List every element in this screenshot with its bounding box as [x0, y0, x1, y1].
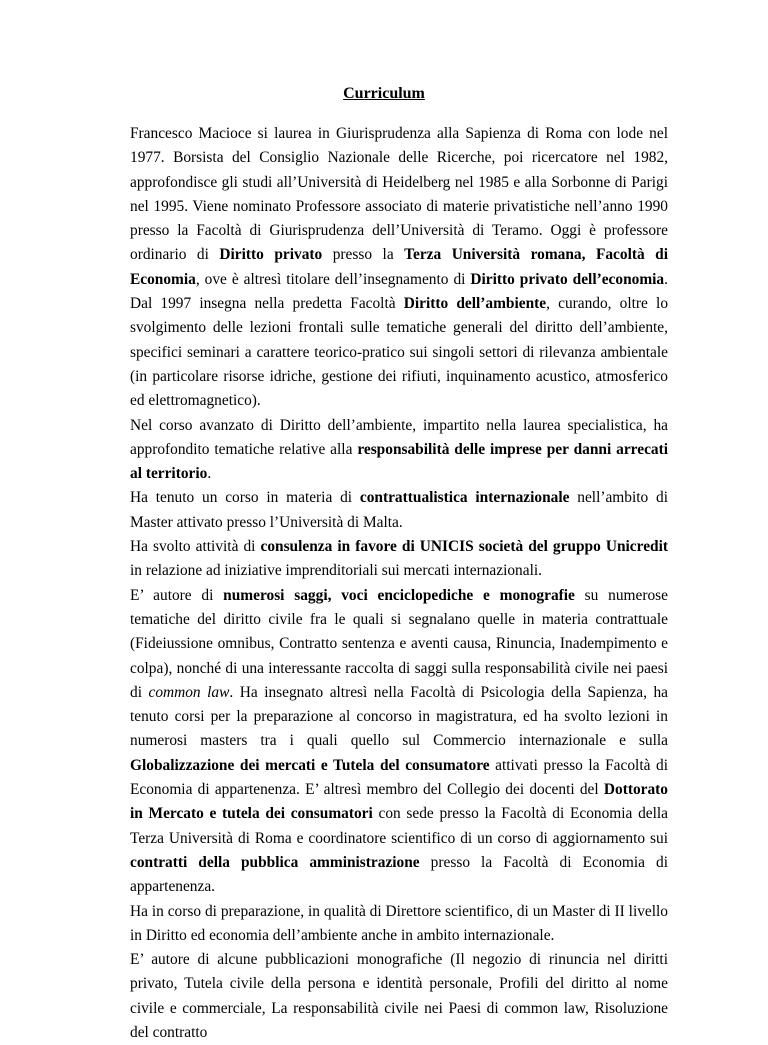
document-body [130, 122, 668, 1045]
text-run: Ha svolto attività di [130, 538, 261, 556]
bold-text: Terza Università romana, Facoltà di Economia [130, 246, 669, 288]
paragraph [130, 584, 668, 900]
italic-text: common law [148, 683, 230, 701]
bold-text: Dottorato in Mercato e tutela dei consumatori [130, 781, 668, 823]
text-run: Ha tenuto un corso in materia di [130, 489, 360, 507]
text-run: attivati presso la Facoltà di Economia di appartenenza. E’ altresì membro del Collegio dei docenti del [130, 756, 668, 799]
text-run: , ove è altresì titolare dell’insegnamento di [195, 270, 471, 288]
text-run: , curando, oltre lo svolgimento delle lezioni frontali sulle tematiche generali del diritto dell’ambiente, specifici seminari a carattere teorico-pratico sui singoli settori di rilevanza ambientale (in particolare risorse idriche, gestione dei rifiuti, inquinamento acustico, atmosferico ed elettromagnetico). [130, 295, 669, 410]
text-run: E’ autore di [130, 586, 224, 604]
paragraph [130, 122, 668, 414]
text-run: presso la [322, 246, 405, 264]
paragraph [130, 948, 668, 1045]
paragraph [130, 900, 668, 949]
document-title: Curriculum [343, 85, 425, 102]
bold-text: Diritto privato dell’economia [470, 270, 665, 288]
text-run: Ha in corso di preparazione, in qualità di Direttore scientifico, di un Master di II livello in Diritto ed economia dell’ambiente anche in ambito internazionale. [130, 902, 668, 944]
paragraph [130, 535, 668, 584]
text-run: E’ autore di alcune pubblicazioni monografiche (Il negozio di rinuncia nel diritti privato, Tutela civile della persona e identità personale, Profili del diritto al nome civile e commerciale, La responsabilità civile nei Paesi di common law, Risoluzione del contratto [130, 951, 668, 1041]
bold-text: contrattualistica internazionale [359, 489, 570, 507]
bold-text: consulenza in favore di UNICIS società del gruppo Unicredit [260, 538, 668, 556]
bold-text: Diritto privato [219, 246, 323, 264]
text-run: presso la Facoltà di Economia di appartenenza. [130, 853, 668, 896]
bold-text: Diritto dell’ambiente [403, 295, 547, 313]
text-run: . Ha insegnato altresì nella Facoltà di Psicologia della Sapienza, ha tenuto corsi per la preparazione al concorso in magistratura, ed ha svolto lezioni in numerosi masters tra i quali quello sul Commercio internazionale e sulla [130, 683, 668, 750]
text-run: con sede presso la Facoltà di Economia della Terza Università di Roma e coordinatore scientifico di un corso di aggiornamento sui [130, 805, 668, 847]
text-run: nell’ambito di Master attivato presso l’Università di Malta. [130, 489, 668, 531]
bold-text: numerosi saggi, voci enciclopediche e monografie [223, 586, 575, 604]
text-run: . [207, 465, 212, 483]
bold-text: contratti della pubblica amministrazione [130, 853, 420, 871]
text-run: in relazione ad iniziative imprenditoriali sui mercati internazionali. [130, 562, 542, 580]
text-run: Nel corso avanzato di Diritto dell’ambiente, impartito nella laurea specialistica, ha approfondito tematiche relative alla [130, 416, 668, 458]
text-run: Francesco Macioce si laurea in Giurisprudenza alla Sapienza di Roma con lode nel 1977. Borsista del Consiglio Nazionale delle Ricerche, poi ricercatore nel 1982, approfondisce gli studi all’Università di Heidelberg nel 1985 e alla Sorbonne di Parigi nel 1995. Viene nominato Professore associato di materie privatistiche nell’anno 1990 presso la Facoltà di Giurisprudenza dell’Università di Teramo. Oggi è professore ordinario di [130, 125, 668, 264]
text-run: su numerose tematiche del diritto civile fra le quali si segnalano quelle in materia contrattuale (Fideiussione omnibus, Contratto sentenza e aventi causa, Rinuncia, Inadempimento e colpa), nonché di una interessante raccolta di saggi sulla responsabilità civile nei paesi di [130, 586, 668, 701]
bold-text: Globalizzazione dei mercati e Tutela del consumatore [130, 756, 490, 774]
text-run: . Dal 1997 insegna nella predetta Facoltà [130, 270, 668, 313]
paragraph [130, 486, 668, 535]
paragraph [130, 414, 668, 487]
bold-text: responsabilità delle imprese per danni arrecati al territorio [130, 440, 668, 483]
